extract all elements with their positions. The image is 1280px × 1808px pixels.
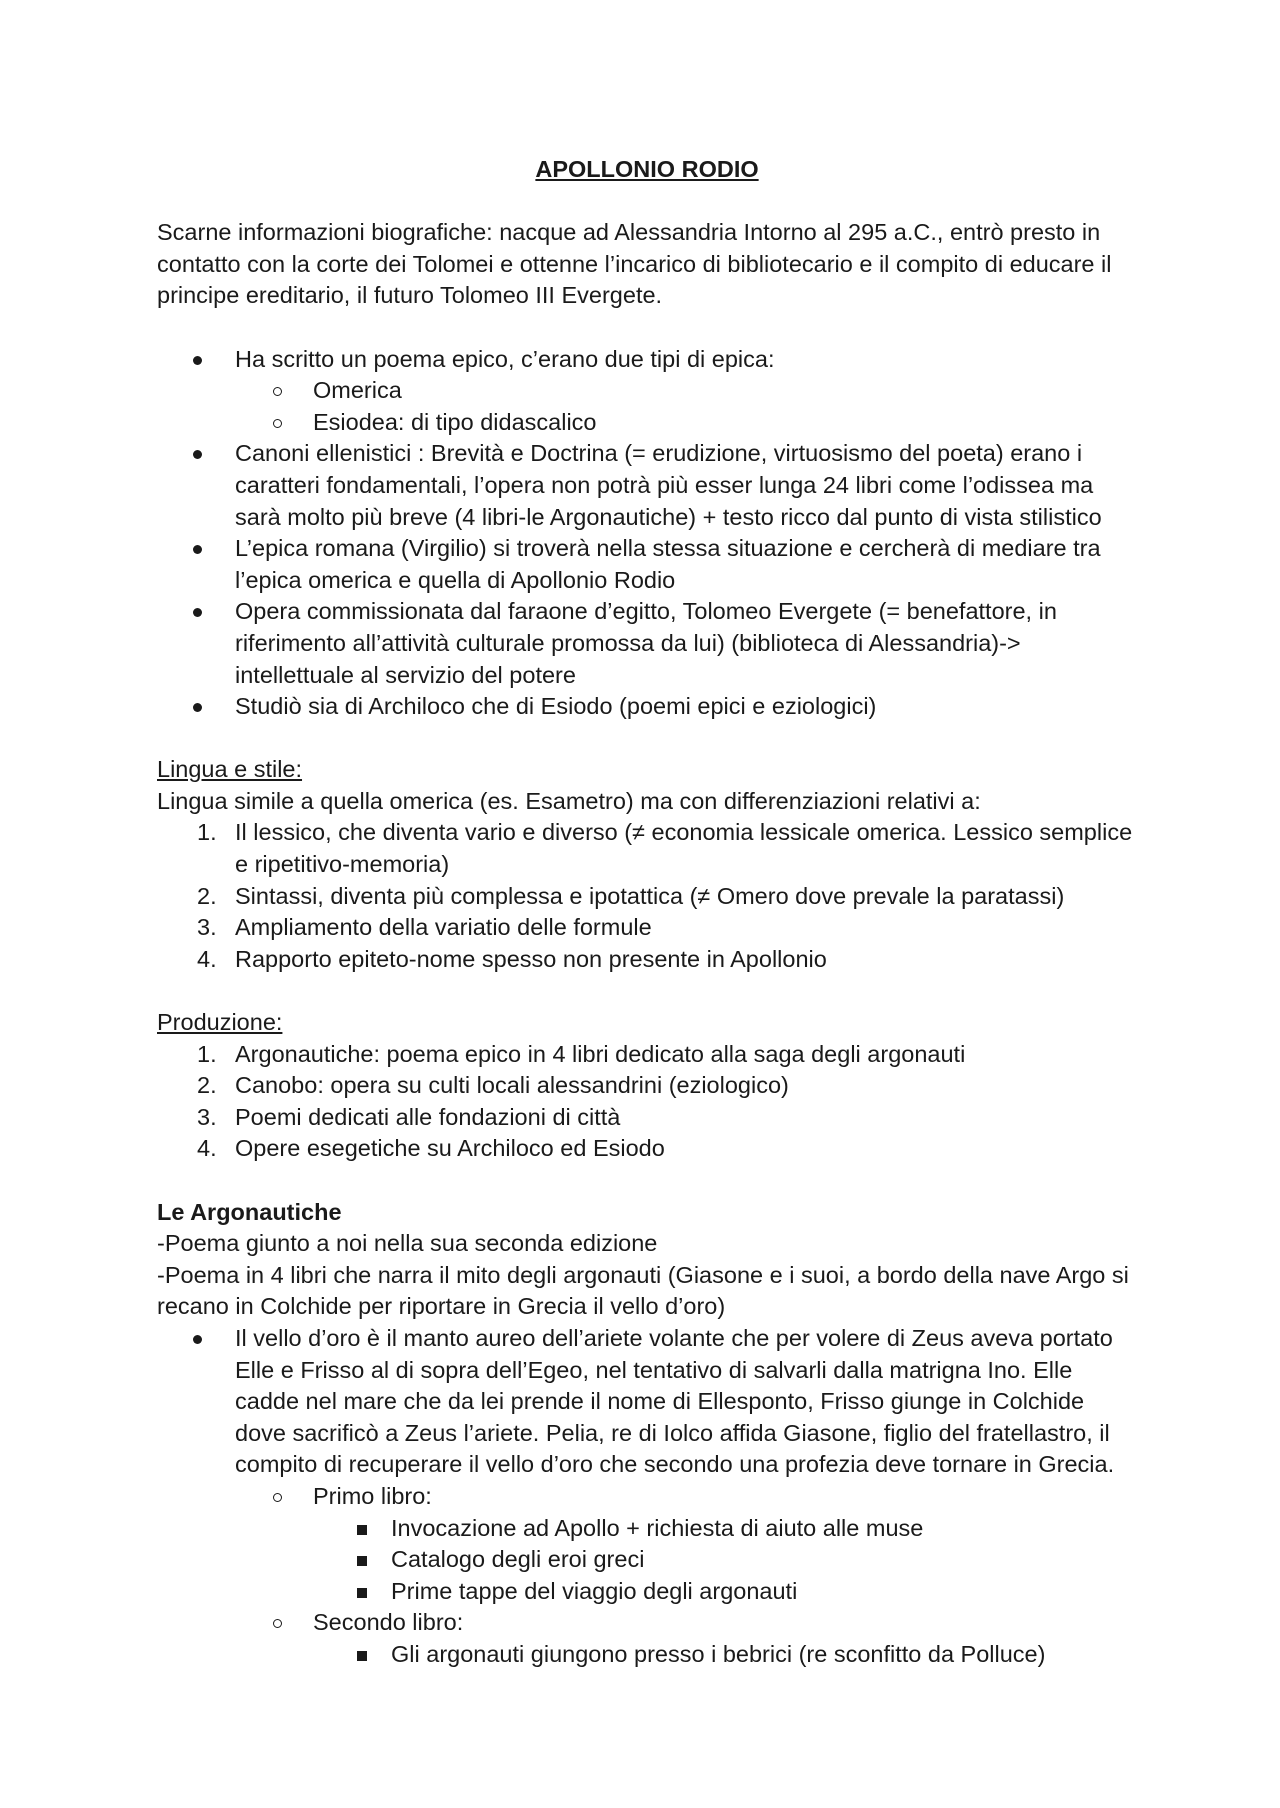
list-item: L’epica romana (Virgilio) si troverà nella stessa situazione e cercherà di mediare tra l’epica omerica e quella di Apollonio Rodio [157,533,1137,596]
list-item: Esiodea: di tipo didascalico [157,407,1137,439]
list-item: 1. Il lessico, che diventa vario e diverso (≠ economia lessicale omerica. Lessico semplice e ripetitivo-memoria) [197,819,1133,878]
list-item: Opera commissionata dal faraone d’egitto, Tolomeo Evergete (= benefattore, in riferimento all’attività culturale promossa da lui) (biblioteca di Alessandria)-> intellettuale al servizio del potere [157,596,1137,691]
bullet-icon [193,356,202,365]
list-item: 3. Ampliamento della variatio delle formule [197,914,652,941]
intro-paragraph: Scarne informazioni biografiche: nacque ad Alessandria Intorno al 295 a.C., entrò presto in contatto con la corte dei Tolomei e ottenne l’incarico di bibliotecario e il compito di educare il principe ereditario, il futuro Tolomeo III Evergete. [157,219,1112,309]
list-item: Ha scritto un poema epico, c’erano due tipi di epica: [157,344,1137,376]
document-page [157,154,1137,1671]
list-item: Catalogo degli eroi greci [157,1544,1137,1576]
lingua-intro: Lingua simile a quella omerica (es. Esametro) ma con differenziazioni relativi a: [157,787,981,814]
list-item: Primo libro: [157,1481,1137,1513]
circle-bullet-icon [273,1619,282,1628]
lingua-list [157,817,1137,975]
argonautiche-line: -Poema in 4 libri che narra il mito degli argonauti (Giasone e i suoi, a bordo della nave Argo si recano in Colchide per riportare in Grecia il vello d’oro) [157,1261,1129,1320]
square-bullet-icon [357,1525,367,1535]
list-item: Prime tappe del viaggio degli argonauti [157,1576,1137,1608]
circle-bullet-icon [273,387,282,396]
circle-bullet-icon [273,419,282,428]
bullet-list [157,344,1137,723]
square-bullet-icon [357,1556,367,1566]
bullet-icon [193,450,202,459]
circle-bullet-icon [273,1493,282,1502]
list-item: 4. Rapporto epiteto-nome spesso non presente in Apollonio [197,945,827,972]
list-item: 3. Poemi dedicati alle fondazioni di città [197,1103,621,1130]
square-bullet-icon [357,1588,367,1598]
argonautiche-list [157,1323,1137,1671]
list-item: 2. Sintassi, diventa più complessa e ipotattica (≠ Omero dove prevale la paratassi) [197,882,1065,909]
bullet-icon [193,1335,202,1344]
list-item: 2. Canobo: opera su culti locali alessandrini (eziologico) [197,1072,789,1099]
list-item: 1. Argonautiche: poema epico in 4 libri dedicato alla saga degli argonauti [197,1040,966,1067]
list-item: Invocazione ad Apollo + richiesta di aiuto alle muse [157,1513,1137,1545]
list-item: Studiò sia di Archiloco che di Esiodo (poemi epici e eziologici) [157,691,1137,723]
list-item: Omerica [157,375,1137,407]
argonautiche-line: -Poema giunto a noi nella sua seconda edizione [157,1230,658,1257]
list-item: Secondo libro: [157,1607,1137,1639]
bullet-icon [193,608,202,617]
lingua-heading: Lingua e stile: [157,756,303,783]
bullet-icon [193,545,202,554]
argonautiche-heading: Le Argonautiche [157,1198,342,1225]
bullet-icon [193,703,202,712]
list-item: 4. Opere esegetiche su Archiloco ed Esiodo [197,1135,665,1162]
list-item: Il vello d’oro è il manto aureo dell’ariete volante che per volere di Zeus aveva portato Elle e Frisso al di sopra dell’Egeo, nel tentativo di salvarli dalla matrigna Ino. Elle cadde nel mare che da lei prende il nome di Ellesponto, Frisso giunge in Colchide dove sacrificò a Zeus l’ariete. Pelia, re di Iolco affida Giasone, figlio del fratellastro, il compito di recuperare il vello d’oro che secondo una profezia deve tornare in Grecia. [157,1323,1137,1481]
list-item: Canoni ellenistici : Brevità e Doctrina (= erudizione, virtuosismo del poeta) erano i caratteri fondamentali, l’opera non potrà più esser lunga 24 libri come l’odissea ma sarà molto più breve (4 libri-le Argonautiche) + testo ricco dal punto di vista stilistico [157,438,1137,533]
produzione-heading: Produzione: [157,1009,283,1036]
produzione-list [157,1039,1137,1165]
document-title: APOLLONIO RODIO [535,156,759,182]
list-item: Gli argonauti giungono presso i bebrici (re sconfitto da Polluce) [157,1639,1137,1671]
square-bullet-icon [357,1651,367,1661]
